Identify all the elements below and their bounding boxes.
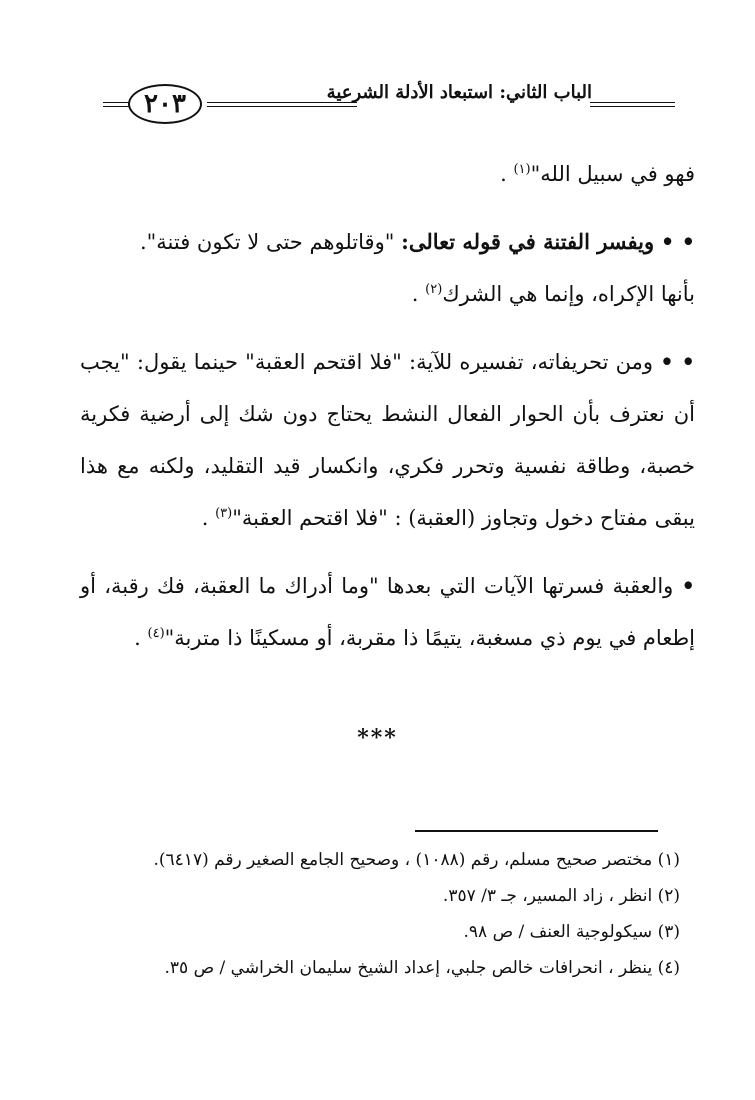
section-separator: *** <box>357 725 398 751</box>
footnote-1: (١) مختصر صحيح مسلم، رقم (١٠٨٨) ، وصحيح الجامع الصغير رقم (٦٤١٧). <box>153 850 680 870</box>
paragraph-gap <box>80 200 695 216</box>
main-text <box>80 148 695 664</box>
running-title: الباب الثاني: استبعاد الأدلة الشرعية <box>326 82 592 103</box>
page-header <box>95 78 675 134</box>
paragraph-2-quote: "وقاتلوهم حتى لا تكون فتنة". <box>139 230 395 254</box>
bullet-marker: • <box>681 573 695 598</box>
footnote-ref-3: (٣) <box>215 506 233 521</box>
paragraph-3-intro: ومن تحريفاته، تفسيره للآية: "فلا اقتحم العقبة" حينما يقول: <box>136 350 654 374</box>
paragraph-1 <box>80 148 695 200</box>
footnote-ref-2: (٢) <box>425 282 443 297</box>
paragraph-1-end: . <box>500 162 507 186</box>
footnote-ref-1: (١) <box>513 162 531 177</box>
paragraph-1-text: فهو في سبيل الله" <box>530 162 695 186</box>
footnote-2: (٢) انظر ، زاد المسير، جـ ٣/ ٣٥٧. <box>442 886 680 906</box>
paragraph-4 <box>80 560 695 664</box>
paragraph-4-text: والعقبة فسرتها الآيات التي بعدها "وما أدراك ما العقبة، فك رقبة، أو إطعام في يوم ذي مسغبة، يتيمًا ذا مقربة، أو مسكينًا ذا متربة" <box>80 574 695 650</box>
paragraph-3 <box>80 336 695 544</box>
paragraph-3-quote: "يجب أن نعترف بأن الحوار الفعال النشط يحتاج دون شك إلى أرضية فكرية خصبة، وطاقة نفسية وتحرر فكري، وانكسار قيد التقليد، ولكنه مع هذا يبقى مفتاح دخول وتجاوز (العقبة) : "فلا اقتحم العقبة" <box>80 350 695 530</box>
footnote-divider <box>415 830 658 832</box>
page-number: ٢٠٣ <box>128 84 202 124</box>
footnotes <box>90 842 680 986</box>
footnote-ref-4: (٤) <box>147 626 165 641</box>
paragraph-4-end: . <box>134 626 141 650</box>
bullet-marker: • • <box>660 229 695 254</box>
paragraph-gap <box>80 320 695 336</box>
paragraph-2-lead: ويفسر الفتنة في قوله تعالى: <box>401 229 655 254</box>
header-rule-right <box>590 102 675 107</box>
paragraph-2-rest: بأنها الإكراه، وإنما هي الشرك <box>442 282 695 306</box>
paragraph-2-end: . <box>411 282 419 306</box>
footnote-4: (٤) ينظر ، انحرافات خالص جلبي، إعداد الشيخ سليمان الخراشي / ص ٣٥. <box>164 958 680 978</box>
paragraph-2 <box>80 216 695 320</box>
paragraph-gap <box>80 544 695 560</box>
bullet-marker: • • <box>660 349 695 374</box>
footnote-3: (٣) سيكولوجية العنف / ص ٩٨. <box>463 922 680 942</box>
paragraph-3-end: . <box>201 506 209 530</box>
